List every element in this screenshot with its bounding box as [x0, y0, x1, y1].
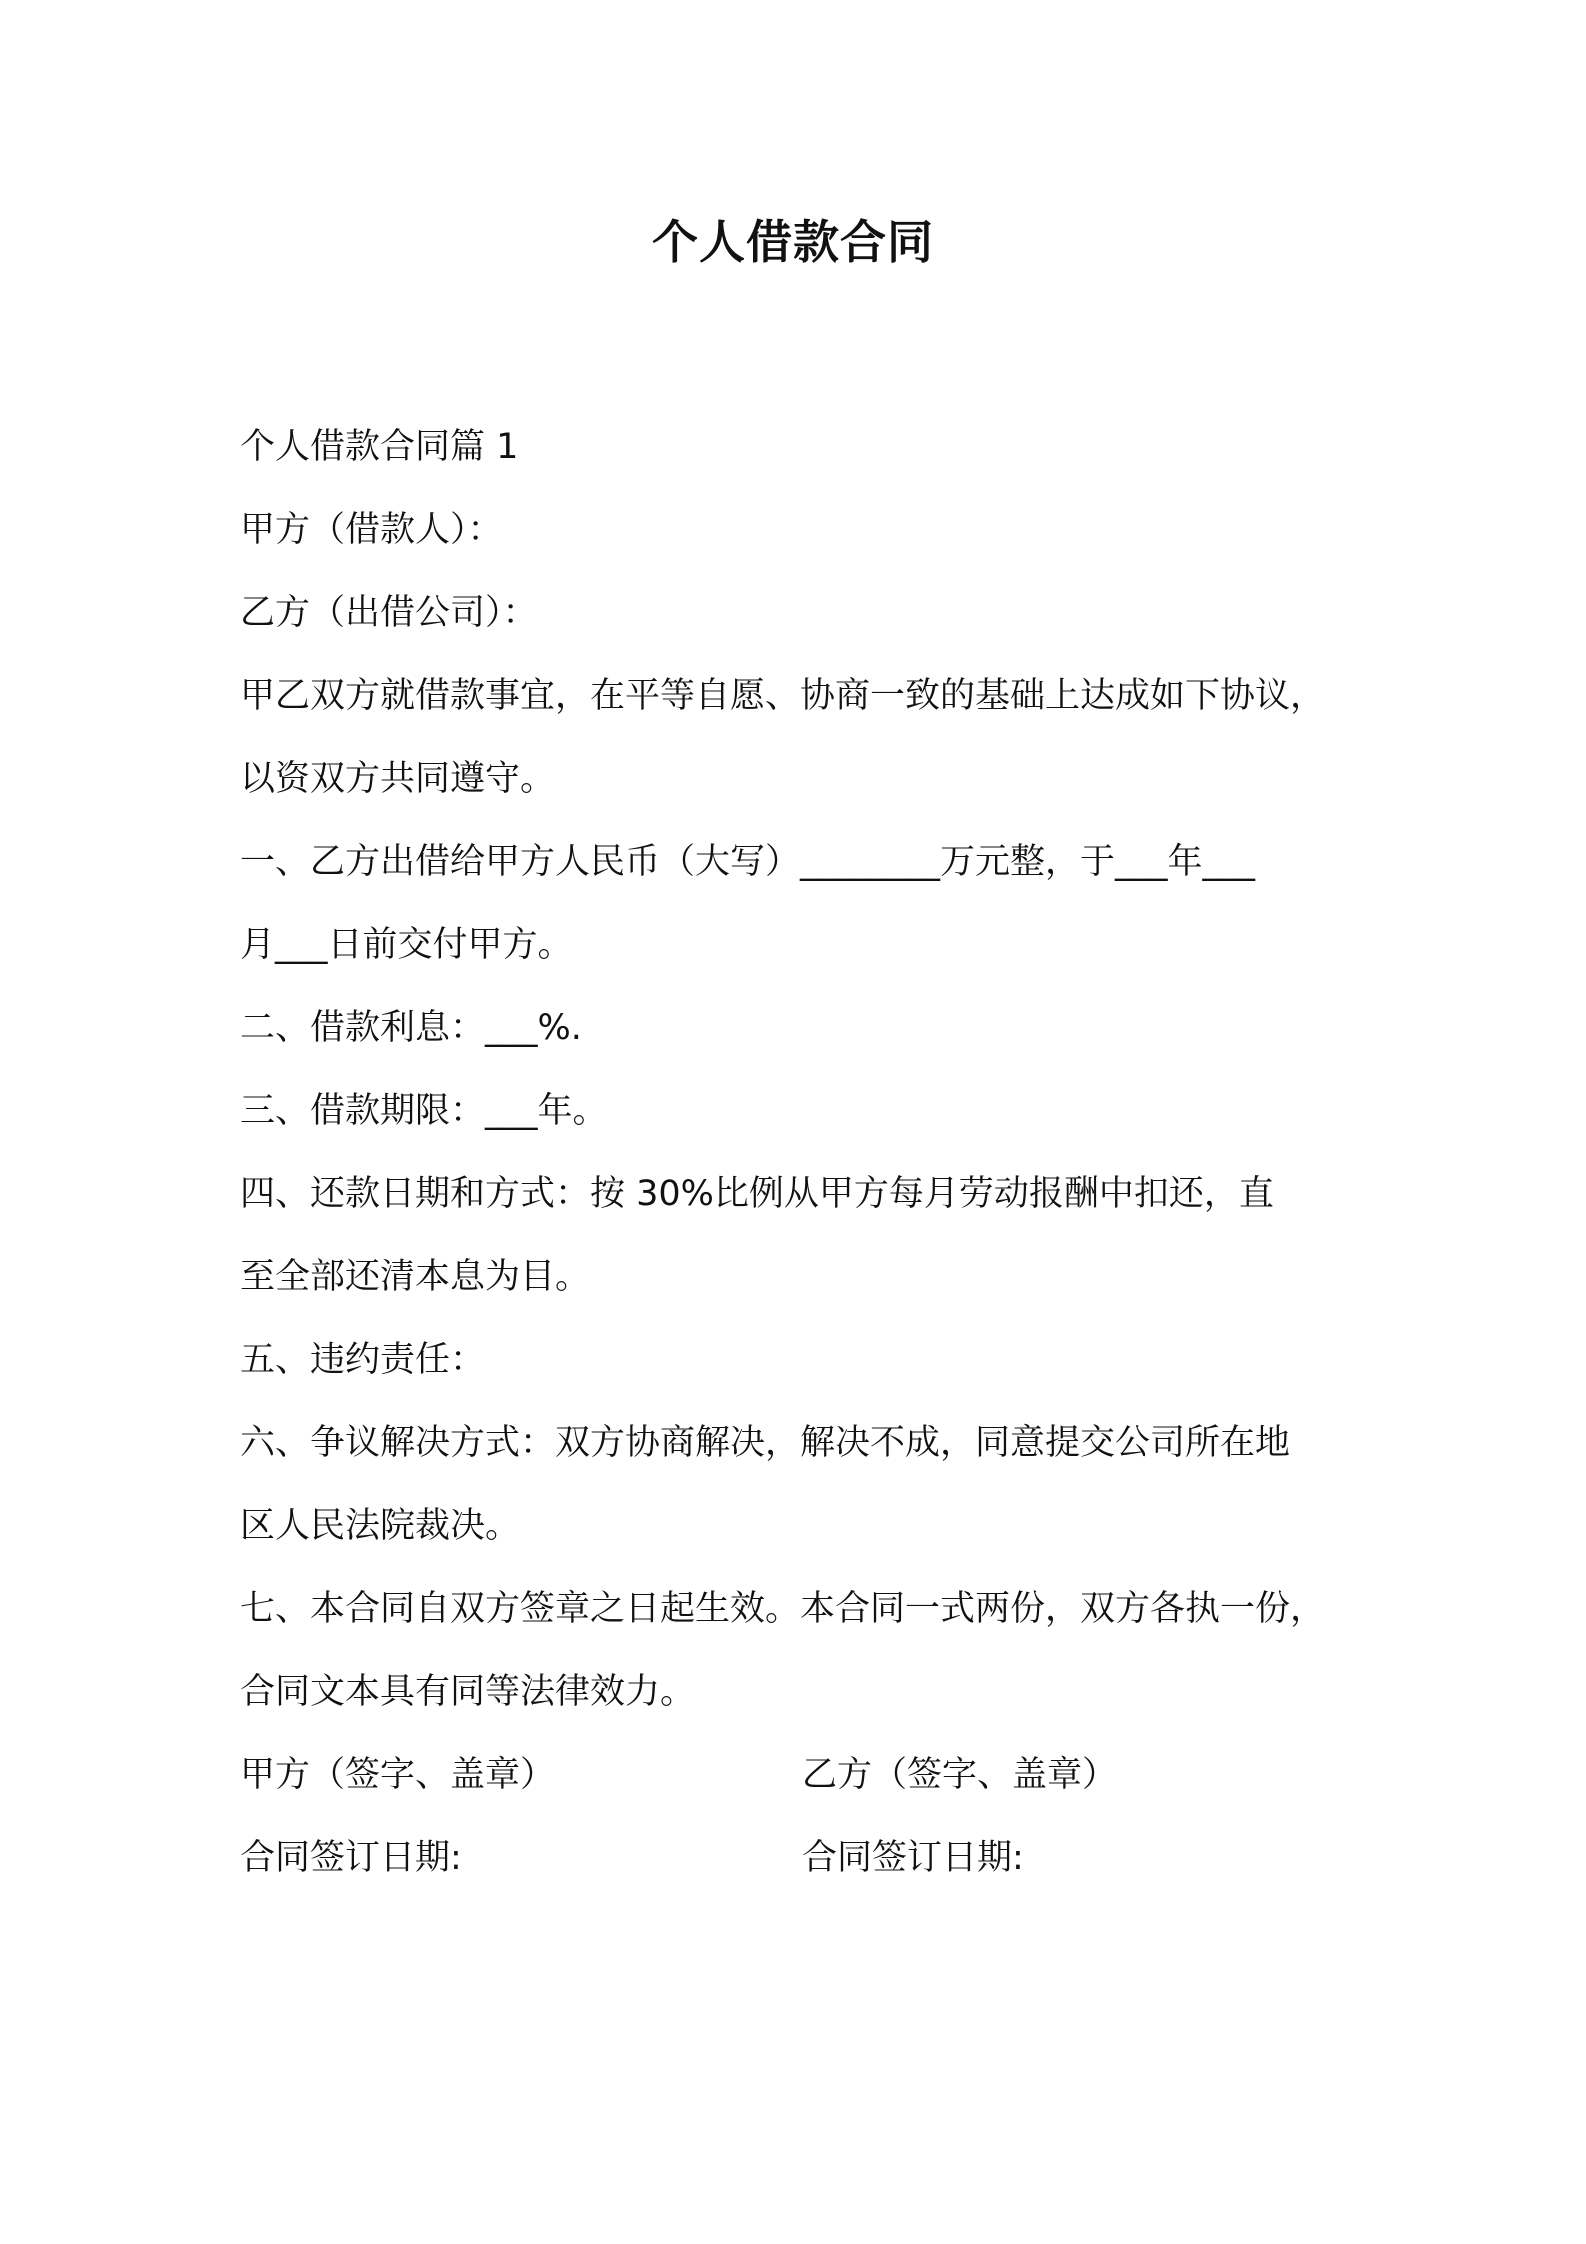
intro-paragraph-line-2: 以资双方共同遵守。: [240, 759, 556, 799]
clause-6-line-2: 区人民法院裁决。: [240, 1506, 521, 1546]
clause-4-line-2: 至全部还清本息为目。: [240, 1257, 591, 1297]
party-a-date: 合同签订日期:: [240, 1838, 462, 1878]
clause-5-line: 五、违约责任：: [240, 1340, 486, 1380]
clause-1-line-1: 一、乙方出借给甲方人民币（大写）________万元整，于___年___: [240, 842, 1256, 882]
party-b-line: 乙方（出借公司）：: [240, 593, 538, 633]
section-heading: 个人借款合同篇 1: [240, 427, 519, 467]
clause-3-line: 三、借款期限：___年。: [240, 1091, 608, 1131]
date-row: [240, 1817, 1355, 1900]
document-title: 个人借款合同: [652, 215, 934, 269]
clause-7-line-2: 合同文本具有同等法律效力。: [240, 1672, 696, 1712]
document-body: [240, 406, 1355, 1900]
party-a-line: 甲方（借款人）：: [240, 510, 503, 550]
clause-1-line-2: 月___日前交付甲方。: [240, 925, 573, 965]
clause-7-line-1: 七、本合同自双方签章之日起生效。本合同一式两份，双方各执一份，: [240, 1589, 1326, 1629]
intro-paragraph-line-1: 甲乙双方就借款事宜，在平等自愿、协商一致的基础上达成如下协议，: [240, 676, 1326, 716]
clause-2-line: 二、借款利息：___%.: [240, 1008, 582, 1048]
clause-6-line-1: 六、争议解决方式：双方协商解决，解决不成，同意提交公司所在地: [240, 1423, 1291, 1463]
party-a-signature: 甲方（签字、盖章）: [240, 1755, 556, 1795]
party-b-signature: 乙方（签字、盖章）: [802, 1755, 1118, 1795]
signature-row: [240, 1734, 1355, 1817]
party-b-date: 合同签订日期:: [802, 1838, 1024, 1878]
clause-4-line-1: 四、还款日期和方式：按 30%比例从甲方每月劳动报酬中扣还，直: [240, 1174, 1274, 1214]
